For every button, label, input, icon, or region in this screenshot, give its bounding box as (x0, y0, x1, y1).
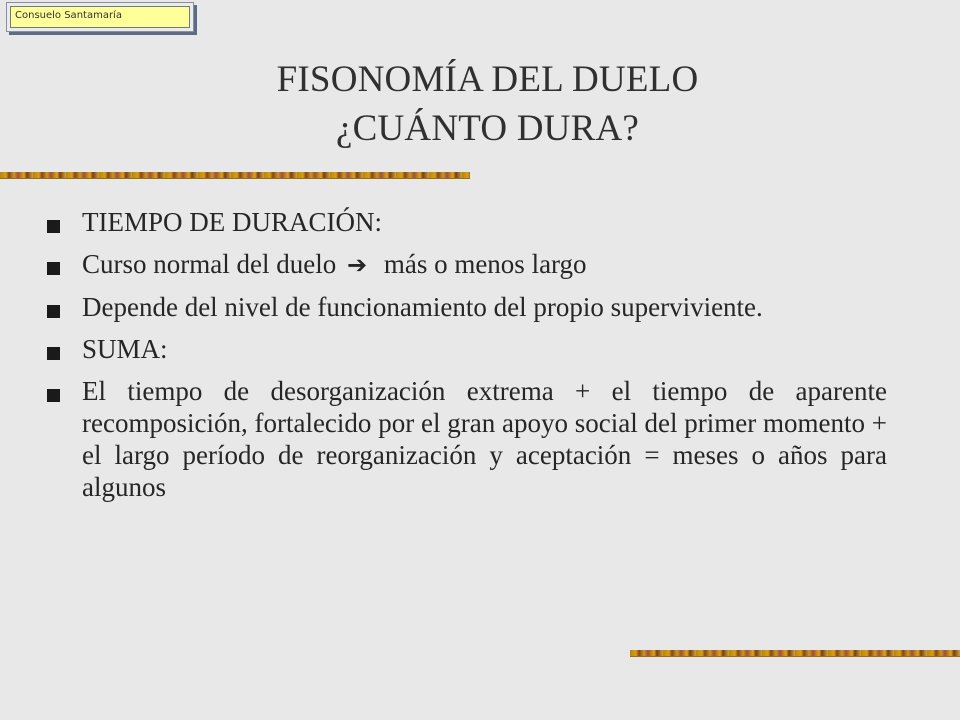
slide-title-line-1: FISONOMÍA DEL DUELO (276, 59, 699, 100)
bullet-text: SUMA: (82, 334, 168, 364)
bullet-text (82, 248, 887, 281)
square-bullet-icon (47, 262, 60, 275)
square-bullet-icon (47, 347, 60, 360)
bullet-text: El tiempo de desorganización extrema + el tiempo de aparente recomposición, fortalecido por el gran apoyo social del primer momento + el largo período de reorganización y aceptación = meses o años para algunos (82, 376, 887, 502)
slide-title-line-2: ¿CUÁNTO DURA? (335, 108, 640, 149)
square-bullet-icon (47, 220, 60, 233)
bullet-list (47, 206, 887, 513)
square-bullet-icon (47, 305, 60, 318)
bullet-item (47, 333, 887, 365)
author-label-box (6, 2, 194, 32)
bullet-item (47, 375, 887, 503)
right-arrow-icon: ➔ (346, 251, 368, 279)
author-label: Consuelo Santamaría (10, 6, 190, 28)
bullet-text-before-arrow: Curso normal del duelo (82, 249, 337, 279)
bullet-text: TIEMPO DE DURACIÓN: (82, 207, 382, 237)
bullet-item (47, 248, 887, 281)
bullet-item (47, 291, 887, 323)
decorative-rule-top (0, 172, 470, 178)
bullet-item (47, 206, 887, 238)
square-bullet-icon (47, 389, 60, 402)
decorative-rule-bottom (630, 650, 960, 656)
bullet-text: Depende del nivel de funcionamiento del propio superviviente. (82, 292, 763, 322)
bullet-text-after-arrow: más o menos largo (383, 249, 587, 279)
